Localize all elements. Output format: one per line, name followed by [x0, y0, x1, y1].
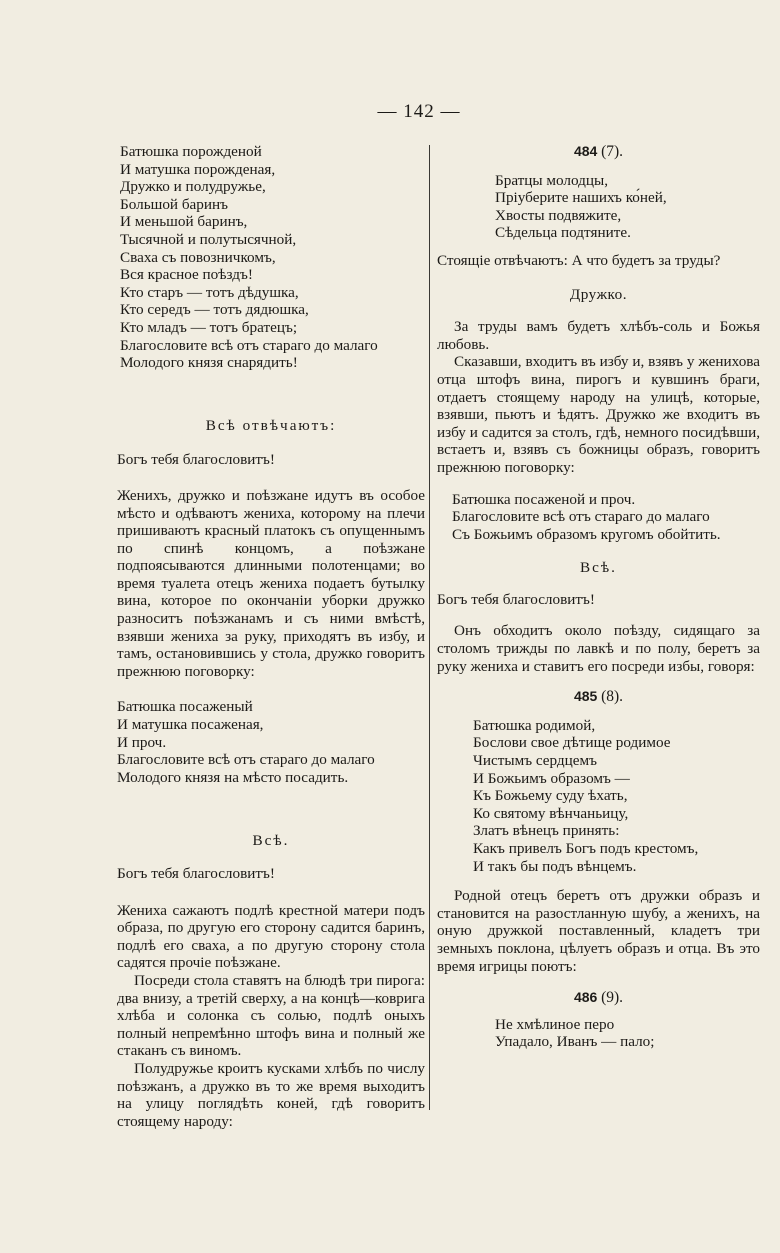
section-heading: Всѣ отвѣчаютъ:	[205, 416, 337, 434]
verse-line: Пріуберите нашихъ ко́ней,	[495, 189, 667, 207]
verse-line: Большой баринъ	[120, 195, 229, 213]
paragraph: За труды вамъ будетъ хлѣбъ-соль и Божья любовь.	[437, 318, 760, 353]
verse-line: Батюшка родимой,	[473, 716, 596, 734]
verse-block	[495, 1016, 760, 1051]
verse-line: Какъ привелъ Богъ подъ крестомъ,	[473, 840, 699, 857]
paragraph: Сказавши, входитъ въ избу и, взявъ у женихова отца штофъ вина, пирогъ и кувшинъ браги, отдаетъ стоящему народу на улицѣ, которые, взявши, пьютъ и ѣдятъ. Дружко же входитъ въ избу и садится за столъ, гдѣ, немного посидѣвши, встаетъ и, взявъ съ божницы образъ, говоритъ прежнюю поговорку:	[437, 353, 760, 476]
song-number-main: 485	[573, 688, 598, 705]
response-line: Стоящіе отвѣчаютъ: А что будетъ за труды?	[437, 251, 721, 269]
verse-line: Батюшка посаженый	[117, 698, 253, 716]
verse-line: Не хмѣлиное перо	[495, 1015, 615, 1033]
verse-line: Чистымъ сердцемъ	[473, 752, 597, 770]
verse-line: Ко святому вѣнчаньицу,	[473, 804, 629, 822]
verse-line: Къ Божьему суду ѣхать,	[473, 787, 628, 805]
verse-line: Кто середъ — тотъ дядюшка,	[120, 301, 309, 319]
verse-line: И матушка посаженая,	[117, 716, 264, 734]
paragraph: Онъ обходитъ около поѣзду, сидящаго за столомъ трижды по лавкѣ и по полу, беретъ за руку жениха и ставитъ его посреди избы, говоря:	[437, 622, 760, 675]
song-number-main: 486	[573, 989, 598, 1006]
verse-line: Сѣдельца подтяните.	[495, 224, 631, 242]
verse-line: Сваха съ повозничкомъ,	[120, 248, 276, 266]
verse-line: И матушка порожденая,	[120, 160, 276, 178]
reply-line: Богъ тебя благословитъ!	[437, 590, 595, 608]
song-number	[437, 989, 760, 1007]
verse-line: Батюшка порожденой	[120, 143, 262, 160]
verse-line: Съ Божьимъ образомъ кругомъ обойтить.	[452, 525, 721, 543]
paragraph: Родной отецъ беретъ отъ дружки образъ и становится на разостланную шубу, а жениxъ, на оную дружкой поставленный, кладетъ три земныхъ поклона, цѣлуетъ образъ и отца. Въ это время игрицы поютъ:	[437, 887, 760, 975]
paragraph: Жениха сажаютъ подлѣ крестной матери подъ образа, по другую его сторону садится баринъ, подлѣ его сваха, а по другую сторону стола садятся прочіе поѣзжане.	[117, 901, 425, 972]
verse-block	[452, 491, 760, 544]
verse-line: Кто младъ — тотъ братецъ;	[120, 318, 298, 336]
verse-line: Хвосты подвяжите,	[495, 206, 622, 224]
song-number-sub: (8).	[601, 688, 624, 706]
verse-line: Молодого князя снарядить!	[120, 354, 298, 372]
reply-line: Богъ тебя благословитъ!	[117, 451, 275, 469]
verse-line: Благословите всѣ отъ стараго до малаго	[120, 336, 378, 354]
verse-line: Братцы молодцы,	[495, 171, 609, 189]
paragraph: Посреди стола ставятъ на блюдѣ три пирога: два внизу, а третій сверху, а на концѣ—коврига хлѣба и солонка съ солью, подлѣ оныхъ полный непремѣнно штофъ вина и полный же стаканъ съ виномъ.	[117, 971, 425, 1060]
verse-line: Упадало, Иванъ — пало;	[495, 1033, 655, 1051]
verse-line: И Божьимъ образомъ —	[473, 769, 630, 787]
verse-line: Благословите всѣ отъ стараго до малаго	[452, 508, 710, 526]
verse-line: Бослови свое дѣтище родимое	[473, 734, 671, 752]
verse-line: И меньшой баринъ,	[120, 213, 248, 231]
section-heading: Всѣ.	[580, 559, 617, 577]
verse-block	[495, 172, 760, 242]
song-number	[437, 143, 760, 161]
verse-line: И проч.	[117, 733, 167, 751]
paragraph: Женихъ, дружко и поѣзжане идутъ въ особое мѣсто и одѣваютъ жениха, которому на плечи пришиваютъ красный платокъ съ опущеннымъ по спинѣ концомъ, а поѣзжане подпоясываются длинными полотенцами; во время туалета отецъ жениха подаетъ бутылку вина, которое по окончаніи уборки дружко разноситъ поѣзжанамъ и съ ними вмѣстѣ, взявши жениха за руку, приходятъ въ избу, и тамъ, остановившись у стола, дружко говоритъ прежнюю поговорку:	[117, 486, 425, 680]
right-column	[437, 143, 760, 1051]
verse-line: Вся красное поѣздъ!	[120, 266, 253, 284]
section-heading: Всѣ.	[252, 832, 290, 850]
left-column	[117, 143, 425, 1130]
verse-line: Златъ вѣнецъ принять:	[473, 822, 620, 840]
verse-line: Кто старъ — тотъ дѣдушка,	[120, 283, 299, 301]
verse-line: Тысячной и полутысячной,	[120, 230, 297, 248]
verse-block	[473, 717, 760, 875]
verse-block	[117, 698, 425, 786]
verse-line: Батюшка посаженой и проч.	[452, 490, 636, 508]
page-number: — 142 —	[377, 101, 461, 122]
reply-line: Богъ тебя благословитъ!	[117, 865, 275, 882]
verse-line: Дружко и полудружье,	[120, 178, 266, 196]
verse-line: Молодого князя на мѣсто посадить.	[117, 768, 349, 786]
verse-line: Благословите всѣ отъ стараго до малаго	[117, 751, 375, 769]
section-heading: Дружко.	[569, 285, 628, 303]
song-number	[437, 688, 760, 706]
verse-line: И такъ бы подъ вѣнцемъ.	[473, 857, 637, 875]
song-number-main: 484	[573, 143, 598, 159]
song-number-sub: (9).	[601, 989, 624, 1007]
song-number-sub: (7).	[601, 143, 624, 160]
paragraph: Полудружье кроитъ кусками хлѣбъ по числу поѣзжанъ, а дружко въ то же время выходитъ на улицу поглядѣть коней, гдѣ говоритъ стоящему народу:	[117, 1059, 425, 1130]
column-divider	[429, 145, 430, 1110]
verse-block	[120, 143, 425, 372]
